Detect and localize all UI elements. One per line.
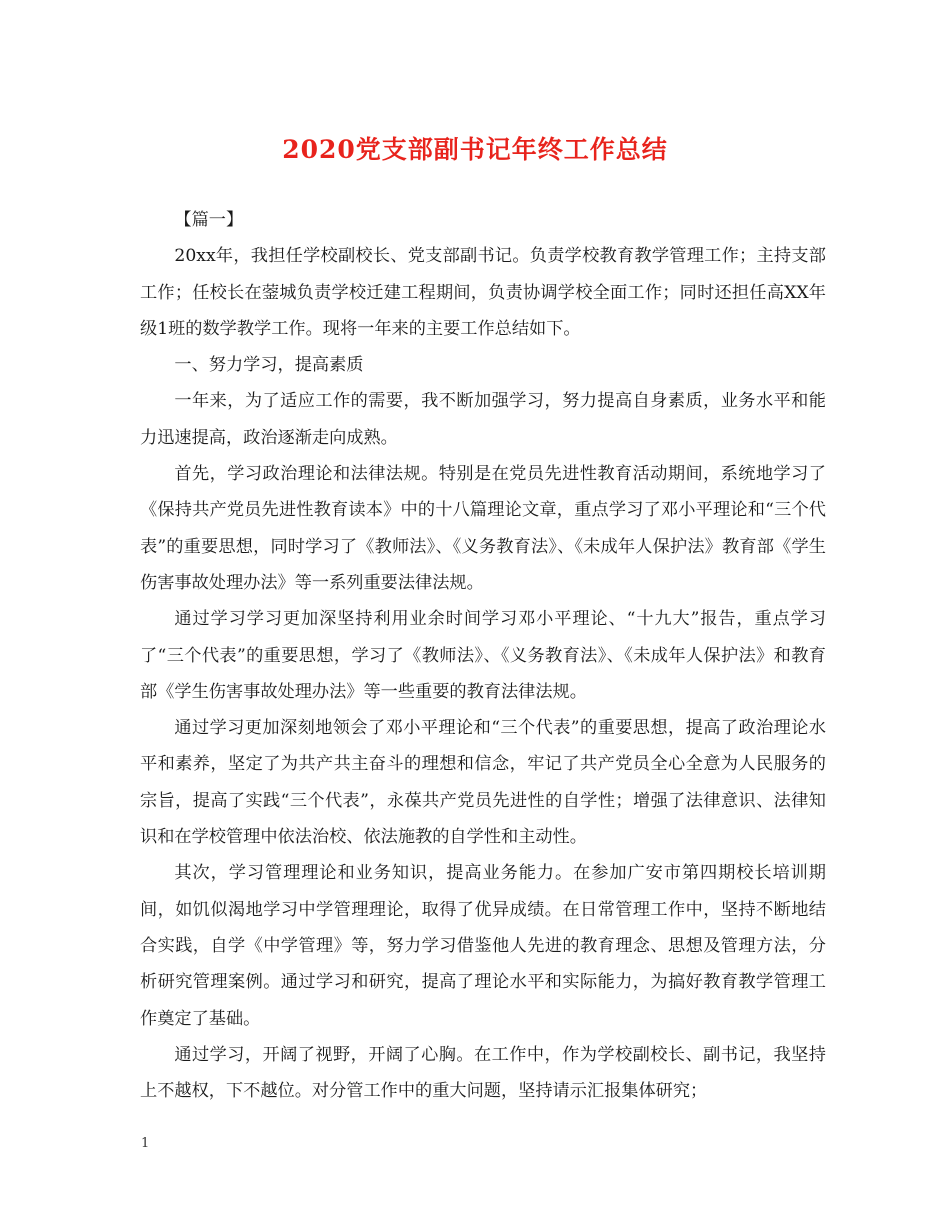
paragraph: 通过学习学习更加深坚持利用业余时间学习邓小平理论、“十九大”报告，重点学习了“三个代表”的重要思想，学习了《教师法》、《义务教育法》、《未成年人保护法》和教育部《学生伤害事故处理办法》等一些重要的教育法律法规。: [140, 609, 826, 702]
document-body: [140, 202, 826, 1109]
section-label: 【篇一】: [174, 210, 244, 230]
paragraph: 通过学习，开阔了视野，开阔了心胸。在工作中，作为学校副校长、副书记，我坚持上不越权，下不越位。对分管工作中的重大问题，坚持请示汇报集体研究；: [140, 1044, 826, 1102]
paragraph: 一年来，为了适应工作的需要，我不断加强学习，努力提高自身素质，业务水平和能力迅速提高，政治逐渐走向成熟。: [140, 391, 826, 448]
paragraph: 其次，学习管理理论和业务知识，提高业务能力。在参加广安市第四期校长培训期间，如饥似渴地学习中学管理理论，取得了优异成绩。在日常管理工作中，坚持不断地结合实践，自学《中学管理》等，努力学习借鉴他人先进的教育理念、思想及管理方法，分析研究管理案例。通过学习和研究，提高了理论水平和实际能力，为搞好教育教学管理工作奠定了基础。: [140, 863, 826, 1029]
paragraph: 通过学习更加深刻地领会了邓小平理论和“三个代表”的重要思想，提高了政治理论水平和素养，坚定了为共产共主奋斗的理想和信念，牢记了共产党员全心全意为人民服务的宗旨，提高了实践“三个代表”，永葆共产党员先进性的自学性；增强了法律意识、法律知识和在学校管理中依法治校、依法施教的自学性和主动性。: [140, 718, 826, 848]
paragraph: 20xx年，我担任学校副校长、党支部副书记。负责学校教育教学管理工作；主持支部工作；任校长在蓥城负责学校迁建工程期间，负责协调学校全面工作；同时还担任高XX年级1班的数学教学工作。现将一年来的主要工作总结如下。: [140, 246, 826, 339]
paragraph: 首先，学习政治理论和法律法规。特别是在党员先进性教育活动期间，系统地学习了《保持共产党员先进性教育读本》中的十八篇理论文章，重点学习了邓小平理论和“三个代表”的重要思想，同时学习了《教师法》、《义务教育法》、《未成年人保护法》教育部《学生伤害事故处理办法》等一系列重要法律法规。: [140, 464, 826, 593]
document-title: 2020党支部副书记年终工作总结: [282, 135, 668, 164]
page-number: 1: [141, 1136, 150, 1151]
section-heading: 一、努力学习，提高素质: [174, 355, 364, 376]
